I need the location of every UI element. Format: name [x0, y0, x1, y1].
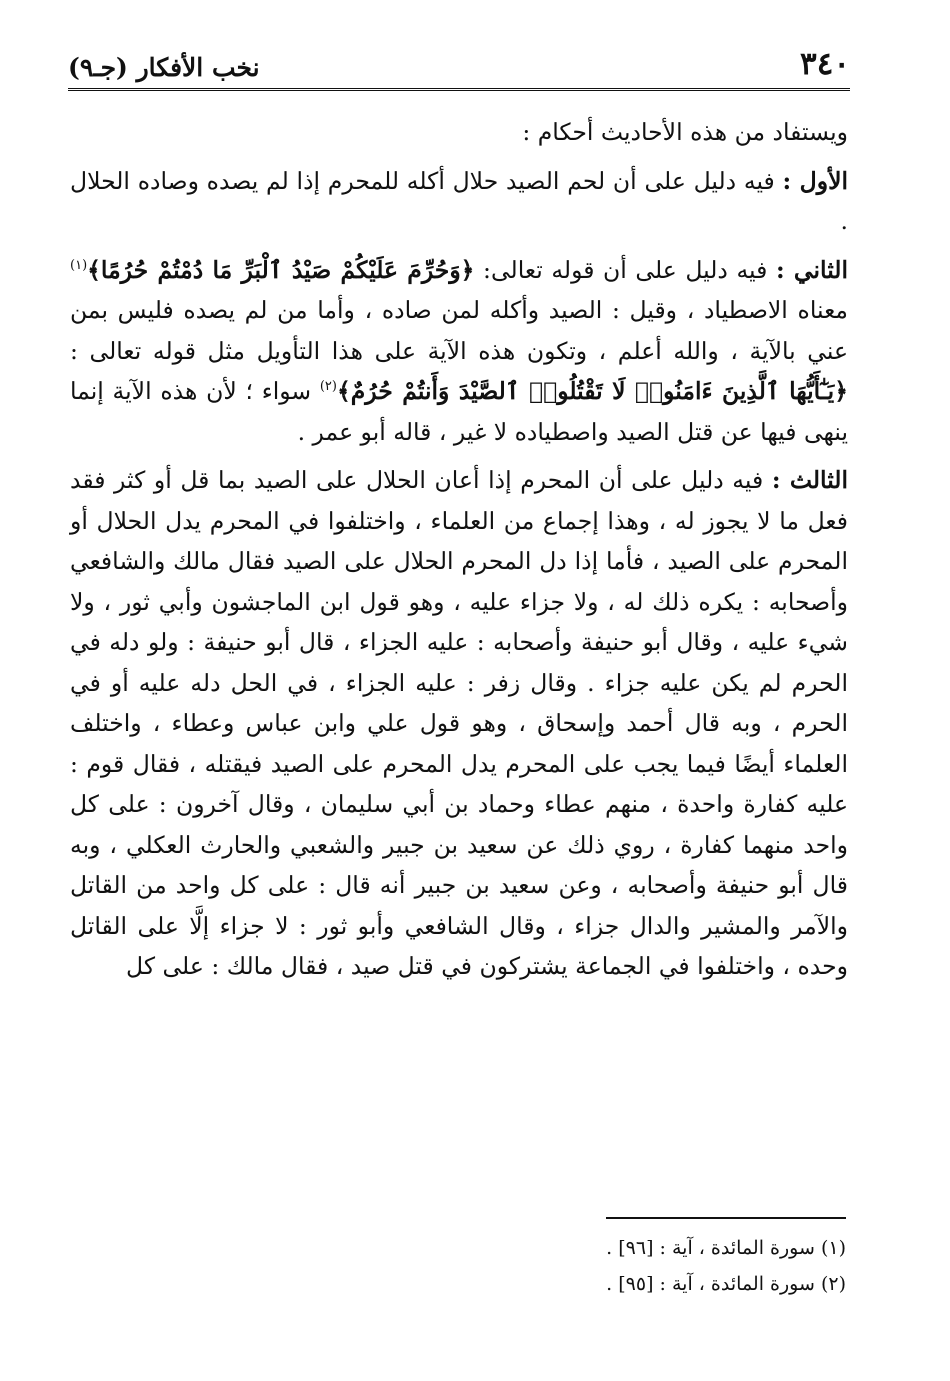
footnotes: [70, 1230, 846, 1302]
header-rule: [68, 88, 850, 91]
section-third: [70, 460, 848, 987]
intro-line: ويستفاد من هذه الأحاديث أحكام :: [522, 118, 848, 146]
section-label: الأول :: [782, 166, 848, 195]
quran-verse: ﴿وَحُرِّمَ عَلَيْكُمْ صَيْدُ ٱلْبَرِّ مَا دُمْتُمْ حُرُمًا﴾: [87, 255, 475, 284]
section-text: فيه دليل على أن المحرم إذا أعان الحلال على الصيد بما قل أو كثر فقد فعل ما لا يجوز له ، وهذا إجماع من العلماء ، واختلفوا في المحرم يدل الحلال أو المحرم على الصيد ، فأما إذا دل المحرم الحلال على الصيد فقال مالك والشافعي وأصحابه : يكره ذلك له ، ولا جزاء عليه ، وهو قول ابن الماجشون وأبي ثور ، ولا شيء عليه ، وقال أبو حنيفة وأصحابه : عليه الجزاء ، قال أبو حنيفة : ولو دله في الحرم لم يكن عليه جزاء . وقال زفر : عليه الجزاء ، في الحل دله عليه أو في الحرم ، وبه قال أحمد وإسحاق ، وهو قول علي وابن عباس وعطاء ، واختلف العلماء أيضًا فيما يجب على المحرم يدل المحرم على الصيد فيقتله ، فقال قوم : عليه كفارة واحدة ، منهم عطاء وحماد بن أبي سليمان ، وقال آخرون : على كل واحد منهما كفارة ، روي ذلك عن سعيد بن جبير والشعبي والحارث العكلي ، وبه قال أبو حنيفة وأصحابه ، وعن سعيد بن جبير أنه قال : على كل واحد من القاتل والآمر والمشير والدال جزاء ، وقال الشافعي وأبو ثور : لا جزاء إلَّا على القاتل وحده ، واختلفوا في الجماعة يشتركون في قتل صيد ، فقال مالك : على كل: [70, 466, 848, 980]
footnote-ref[interactable]: (١): [70, 257, 88, 273]
page-header: [68, 42, 850, 82]
quran-verse: ﴿يَـٰٓأَيُّهَا ٱلَّذِينَ ءَامَنُوا۟ لَا تَقْتُلُوا۟ ٱلصَّيْدَ وَأَنتُمْ حُرُمٌ﴾: [336, 377, 848, 405]
section-text: فيه دليل على أن قوله تعالى:: [474, 255, 776, 284]
section-label: الثاني :: [775, 255, 849, 284]
footnote: (١) سورة المائدة ، آية : [٩٦] .: [606, 1237, 846, 1259]
running-title: نخب الأفكار (جـ٩): [68, 53, 260, 82]
page-number: ٣٤٠: [800, 46, 850, 82]
section-text: فيه دليل على أن لحم الصيد حلال أكله للمحرم إذا لم يصده وصاده الحلال .: [70, 166, 848, 235]
section-first: [70, 161, 848, 242]
section-text: سواء ؛ لأن هذه الآية إنما ينهى فيها عن قتل الصيد واصطياده لا غير ، قاله أبو عمر .: [70, 377, 848, 446]
main-text: [70, 112, 848, 987]
section-label: الثالث :: [771, 466, 848, 494]
footnote-ref[interactable]: (٢): [319, 379, 337, 395]
footnote-rule: [606, 1217, 846, 1219]
footnote: (٢) سورة المائدة ، آية : [٩٥] .: [606, 1273, 846, 1295]
section-second: [70, 250, 848, 453]
section-text: معناه الاصطياد ، وقيل : الصيد وأكله لمن صاده ، وأما من لم يصده فليس بمن عني بالآية ، والله أعلم ، وتكون هذه الآية على هذا التأويل مثل قوله تعالى :: [70, 296, 848, 365]
